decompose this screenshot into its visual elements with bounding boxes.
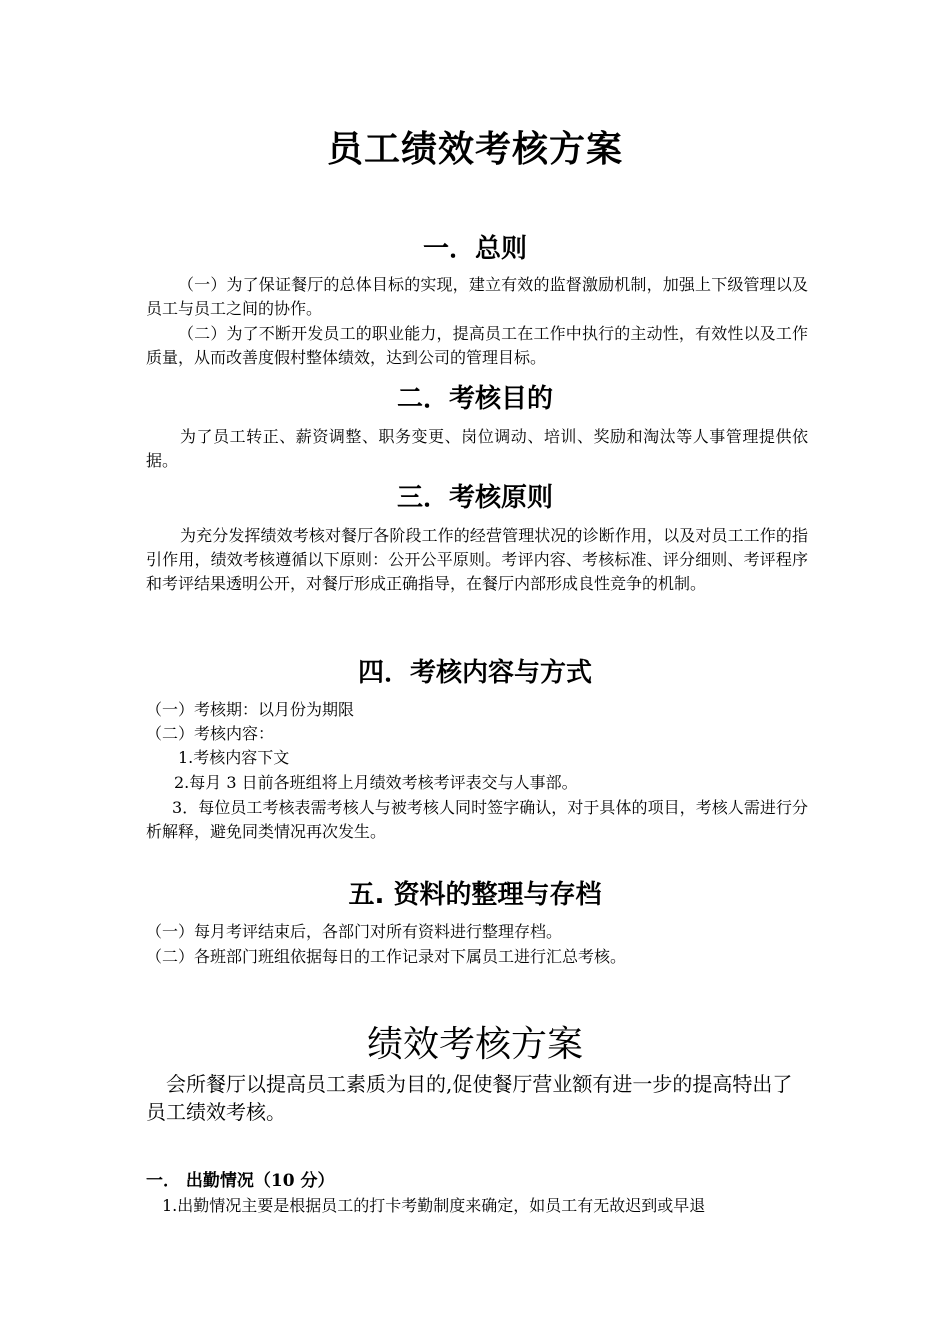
section-heading-general: 一．总则 bbox=[422, 234, 527, 264]
content-line-period: （一）考核期：以月份为期限 bbox=[146, 700, 355, 719]
paragraph-purpose: 为了员工转正、薪资调整、职务变更、岗位调动、培训、奖励和淘汰等人事管理提供依据。 bbox=[146, 427, 808, 470]
section-heading-archive: 五. 资料的整理与存档 bbox=[348, 880, 602, 910]
attendance-line-1: 1.出勤情况主要是根据员工的打卡考勤制度来确定，如员工有无故迟到或早退 bbox=[162, 1196, 706, 1215]
content-line-item-2: 2.每月 3 日前各班组将上月绩效考核考评表交与人事部。 bbox=[174, 773, 578, 792]
section-heading-purpose: 二．考核目的 bbox=[396, 384, 553, 414]
second-title: 绩效考核方案 bbox=[366, 1024, 583, 1065]
section-heading-principles: 三．考核原则 bbox=[396, 483, 553, 513]
archive-line-2: （二）各班部门班组依据每日的工作记录对下属员工进行汇总考核。 bbox=[146, 947, 627, 966]
paragraph-general-1: （一）为了保证餐厅的总体目标的实现，建立有效的监督激励机制，加强上下级管理以及员工与员工之间的协作。 bbox=[146, 275, 808, 318]
archive-line-1: （一）每月考评结束后，各部门对所有资料进行整理存档。 bbox=[146, 922, 563, 941]
attendance-heading: 一． 出勤情况（10 分） bbox=[146, 1171, 335, 1191]
document-title: 员工绩效考核方案 bbox=[326, 129, 623, 170]
second-intro: 会所餐厅以提高员工素质为目的,促使餐厅营业额有进一步的提高特出了员工绩效考核。 bbox=[146, 1072, 793, 1124]
paragraph-general-2: （二）为了不断开发员工的职业能力，提高员工在工作中执行的主动性，有效性以及工作质量，从而改善度假村整体绩效，达到公司的管理目标。 bbox=[146, 324, 808, 367]
content-line-item-1: 1.考核内容下文 bbox=[178, 748, 290, 767]
content-paragraph-item-3: 3．每位员工考核表需考核人与被考核人同时签字确认，对于具体的项目，考核人需进行分析解释，避免同类情况再次发生。 bbox=[146, 798, 808, 841]
content-line-content: （二）考核内容： bbox=[146, 724, 275, 743]
section-heading-content-method: 四．考核内容与方式 bbox=[357, 658, 592, 688]
paragraph-principles: 为充分发挥绩效考核对餐厅各阶段工作的经营管理状况的诊断作用，以及对员工工作的指引作用，绩效考核遵循以下原则：公开公平原则。考评内容、考核标准、评分细则、考评程序和考评结果透明公开，对餐厅形成正确指导，在餐厅内部形成良性竞争的机制。 bbox=[146, 526, 808, 593]
